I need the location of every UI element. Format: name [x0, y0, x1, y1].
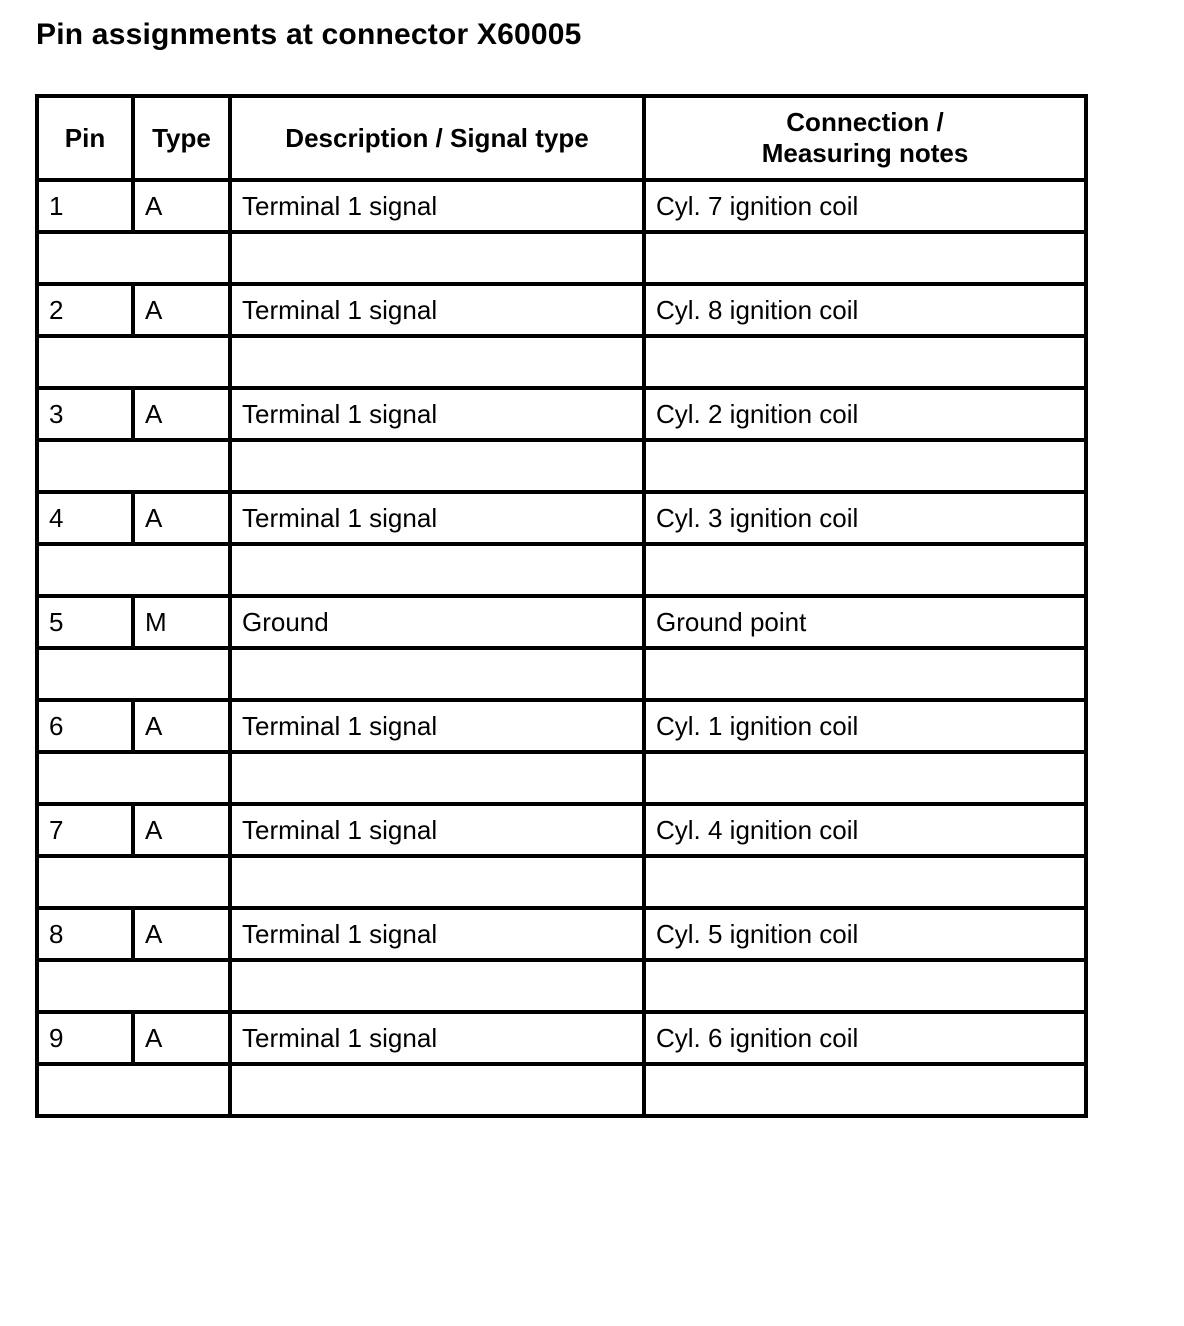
cell-description: Terminal 1 signal	[230, 700, 644, 752]
spacer-cell-description	[230, 544, 644, 596]
cell-type: A	[133, 700, 230, 752]
cell-type: A	[133, 180, 230, 232]
cell-pin: 3	[37, 388, 133, 440]
cell-description: Ground	[230, 596, 644, 648]
cell-description: Terminal 1 signal	[230, 180, 644, 232]
table-row	[37, 596, 1086, 648]
spacer-cell-description	[230, 1064, 644, 1116]
spacer-cell-connection	[644, 336, 1086, 388]
spacer-cell-description	[230, 648, 644, 700]
cell-description: Terminal 1 signal	[230, 388, 644, 440]
spacer-cell-connection	[644, 440, 1086, 492]
spacer-cell-connection	[644, 752, 1086, 804]
spacer-cell-pin-type	[37, 1064, 230, 1116]
cell-connection: Cyl. 1 ignition coil	[644, 700, 1086, 752]
cell-pin: 1	[37, 180, 133, 232]
cell-type: M	[133, 596, 230, 648]
spacer-cell-pin-type	[37, 336, 230, 388]
table-row	[37, 804, 1086, 856]
cell-type: A	[133, 388, 230, 440]
spacer-row	[37, 752, 1086, 804]
table-row	[37, 1012, 1086, 1064]
spacer-row	[37, 336, 1086, 388]
spacer-row	[37, 856, 1086, 908]
cell-connection: Cyl. 8 ignition coil	[644, 284, 1086, 336]
cell-connection: Cyl. 4 ignition coil	[644, 804, 1086, 856]
spacer-cell-description	[230, 960, 644, 1012]
table-row	[37, 284, 1086, 336]
header-connection-line1: Connection /	[786, 107, 944, 137]
table-row	[37, 908, 1086, 960]
header-connection-line2: Measuring notes	[761, 138, 969, 168]
cell-type: A	[133, 1012, 230, 1064]
spacer-cell-pin-type	[37, 232, 230, 284]
cell-description: Terminal 1 signal	[230, 1012, 644, 1064]
cell-pin: 6	[37, 700, 133, 752]
spacer-cell-description	[230, 440, 644, 492]
table-row	[37, 700, 1086, 752]
page-title: Pin assignments at connector X60005	[36, 18, 582, 51]
header-connection	[644, 96, 1086, 180]
cell-connection: Ground point	[644, 596, 1086, 648]
spacer-cell-pin-type	[37, 856, 230, 908]
spacer-cell-pin-type	[37, 544, 230, 596]
cell-type: A	[133, 492, 230, 544]
spacer-cell-pin-type	[37, 648, 230, 700]
spacer-cell-connection	[644, 960, 1086, 1012]
spacer-cell-description	[230, 336, 644, 388]
cell-connection: Cyl. 3 ignition coil	[644, 492, 1086, 544]
spacer-row	[37, 648, 1086, 700]
cell-pin: 8	[37, 908, 133, 960]
cell-description: Terminal 1 signal	[230, 908, 644, 960]
table-header-row	[37, 96, 1086, 180]
spacer-cell-description	[230, 752, 644, 804]
table-body	[37, 180, 1086, 1116]
cell-pin: 7	[37, 804, 133, 856]
cell-pin: 4	[37, 492, 133, 544]
cell-description: Terminal 1 signal	[230, 284, 644, 336]
spacer-row	[37, 544, 1086, 596]
cell-pin: 9	[37, 1012, 133, 1064]
spacer-cell-pin-type	[37, 960, 230, 1012]
spacer-row	[37, 440, 1086, 492]
spacer-cell-connection	[644, 1064, 1086, 1116]
pin-assignment-table	[35, 94, 1088, 1118]
cell-connection: Cyl. 7 ignition coil	[644, 180, 1086, 232]
spacer-cell-description	[230, 856, 644, 908]
cell-pin: 2	[37, 284, 133, 336]
spacer-cell-connection	[644, 648, 1086, 700]
cell-pin: 5	[37, 596, 133, 648]
cell-type: A	[133, 804, 230, 856]
cell-description: Terminal 1 signal	[230, 804, 644, 856]
spacer-cell-pin-type	[37, 440, 230, 492]
header-pin: Pin	[37, 96, 133, 180]
spacer-row	[37, 1064, 1086, 1116]
table-row	[37, 180, 1086, 232]
spacer-cell-connection	[644, 544, 1086, 596]
cell-connection: Cyl. 6 ignition coil	[644, 1012, 1086, 1064]
cell-description: Terminal 1 signal	[230, 492, 644, 544]
header-type: Type	[133, 96, 230, 180]
table-row	[37, 492, 1086, 544]
spacer-cell-pin-type	[37, 752, 230, 804]
cell-type: A	[133, 908, 230, 960]
table-row	[37, 388, 1086, 440]
spacer-row	[37, 960, 1086, 1012]
spacer-cell-description	[230, 232, 644, 284]
spacer-row	[37, 232, 1086, 284]
spacer-cell-connection	[644, 232, 1086, 284]
spacer-cell-connection	[644, 856, 1086, 908]
cell-connection: Cyl. 5 ignition coil	[644, 908, 1086, 960]
cell-type: A	[133, 284, 230, 336]
header-description: Description / Signal type	[230, 96, 644, 180]
cell-connection: Cyl. 2 ignition coil	[644, 388, 1086, 440]
